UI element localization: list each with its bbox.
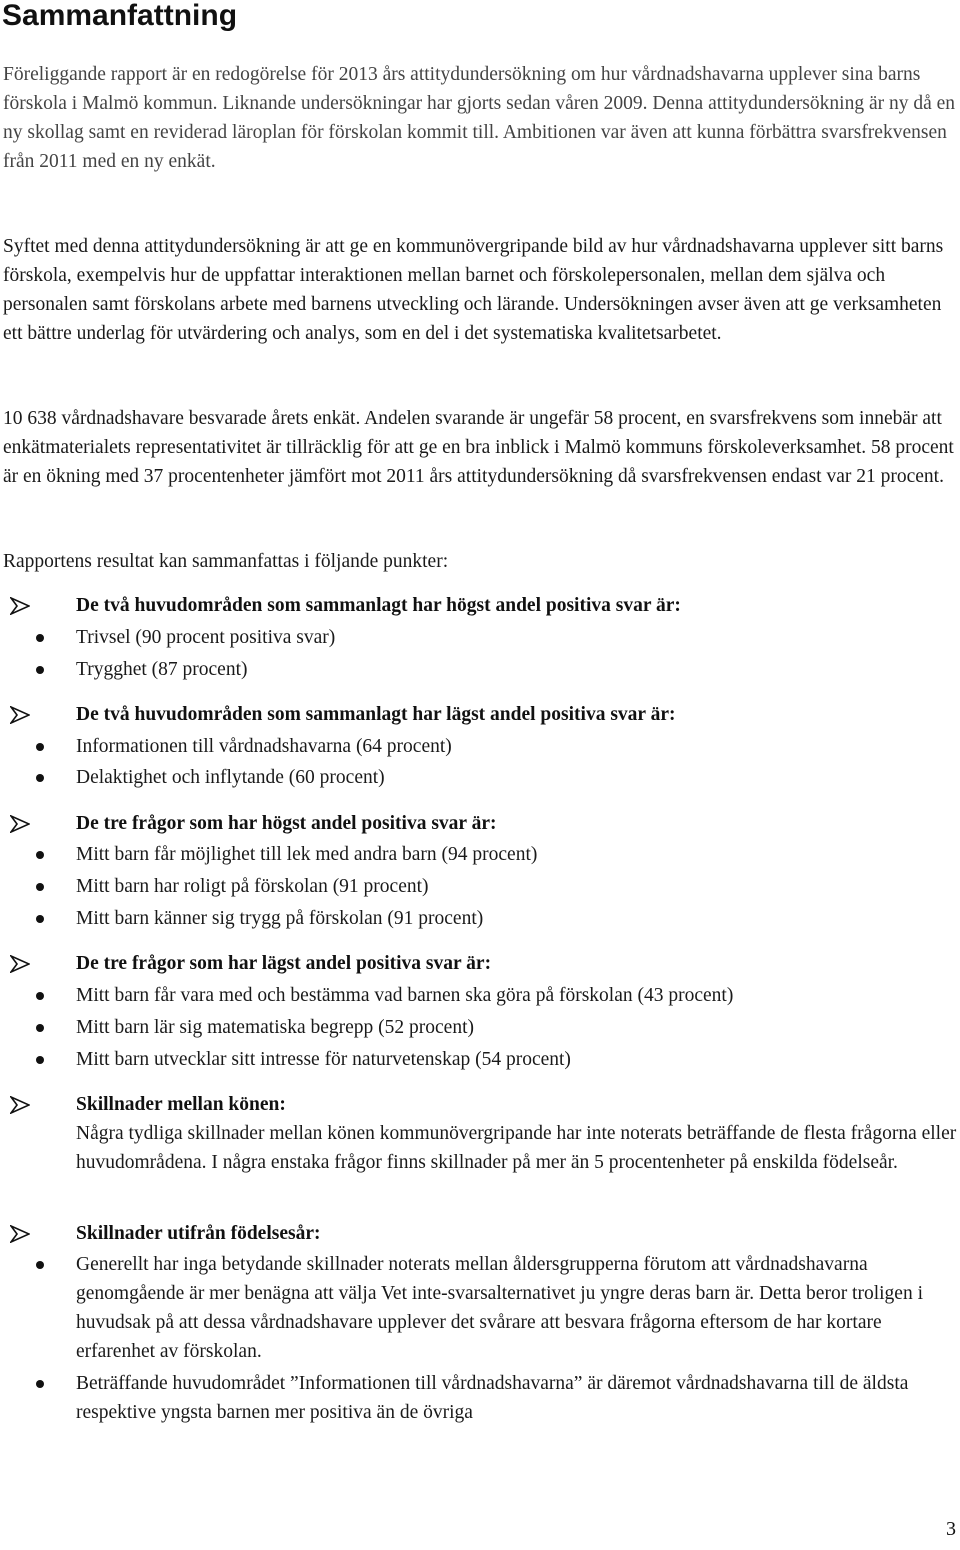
section-heading-text: Skillnader mellan könen:: [76, 1094, 286, 1115]
bullet-dot-icon: [36, 634, 44, 642]
list-item-text: Delaktighet och inflytande (60 procent): [76, 767, 385, 788]
arrowhead-bullet-icon: [10, 955, 30, 973]
list-item-text: Beträffande huvudområdet ”Informationen till vårdnadshavarna” är däremot vårdnadshavarna till de äldsta respektive yngsta barnen mer positiva än de övriga: [76, 1373, 909, 1423]
purpose-paragraph: Syftet med denna attitydundersökning är att ge en kommunövergripande bild av hur vårdnadshavarna upplever sitt barns förskola, exempelvis hur de uppfattar interaktionen mellan barnet och förskolepersonalen, mellan dem själva och personalen samt förskolans arbete med barnens utveckling och lärande. Undersökningen avser även att ge verksamheten ett bättre underlag för utvärdering och analys, som en del i det systematiska kvalitetsarbetet.: [3, 236, 944, 344]
list-item-text: Mitt barn får vara med och bestämma vad barnen ska göra på förskolan (43 procent): [76, 985, 734, 1006]
page-number: 3: [946, 1518, 956, 1540]
list-item-text: Mitt barn har roligt på förskolan (91 procent): [76, 876, 429, 897]
bullet-dot-icon: [36, 1056, 44, 1064]
arrowhead-bullet-icon: [10, 597, 30, 615]
bullet-dot-icon: [36, 851, 44, 859]
list-item-text: Mitt barn får möjlighet till lek med andra barn (94 procent): [76, 844, 538, 865]
arrowhead-bullet-icon: [10, 815, 30, 833]
summary-intro-paragraph: Rapportens resultat kan sammanfattas i följande punkter:: [3, 551, 449, 572]
bullet-dot-icon: [36, 1024, 44, 1032]
section-heading-text: De tre frågor som har lägst andel positiva svar är:: [76, 953, 492, 974]
arrowhead-bullet-icon: [10, 1096, 30, 1114]
bullet-dot-icon: [36, 1380, 44, 1388]
section-heading-text: De två huvudområden som sammanlagt har lägst andel positiva svar är:: [76, 704, 676, 725]
list-item-text: Mitt barn utvecklar sitt intresse för naturvetenskap (54 procent): [76, 1049, 571, 1070]
bullet-dot-icon: [36, 1261, 44, 1269]
bullet-dot-icon: [36, 743, 44, 751]
list-item-text: Informationen till vårdnadshavarna (64 procent): [76, 736, 452, 757]
list-item-text: Trygghet (87 procent): [76, 659, 248, 680]
section-heading-text: Skillnader utifrån födelsesår:: [76, 1223, 321, 1244]
list-item-text: Mitt barn lär sig matematiska begrepp (52 procent): [76, 1017, 474, 1038]
bullet-dot-icon: [36, 992, 44, 1000]
bullet-dot-icon: [36, 883, 44, 891]
intro-paragraph: Föreliggande rapport är en redogörelse för 2013 års attitydundersökning om hur vårdnadshavarna upplever sina barns förskola i Malmö kommun. Liknande undersökningar har gjorts sedan våren 2009. Denna attitydundersökning är ny då en ny skollag samt en reviderad läroplan för förskolan kommit till. Ambitionen var även att kunna förbättra svarsfrekvensen från 2011 med en ny enkät.: [3, 64, 956, 172]
section-heading-text: De två huvudområden som sammanlagt har högst andel positiva svar är:: [76, 595, 681, 616]
page-title: Sammanfattning: [2, 0, 238, 32]
arrowhead-bullet-icon: [10, 706, 30, 724]
section-body-text: Några tydliga skillnader mellan könen kommunövergripande har inte noterats beträffande de flesta frågorna eller huvudområdena. I några enstaka frågor finns skillnader på mer än 5 procentenheter på enskilda födelseår.: [76, 1123, 957, 1173]
list-item-text: Generellt har inga betydande skillnader noterats mellan åldersgrupperna förutom att vårdnadshavarna genomgående är mer benägna att välja Vet inte-svarsalternativet ju yngre deras barn är. Detta beror troligen i huvudsak på att dessa vårdnadshavare upplever det svårare att besvara frågorna eftersom de har kortare erfarenhet av förskolan.: [76, 1254, 924, 1362]
section-heading-text: De tre frågor som har högst andel positiva svar är:: [76, 813, 497, 834]
response-rate-paragraph: 10 638 vårdnadshavare besvarade årets enkät. Andelen svarande är ungefär 58 procent, en svarsfrekvens som innebär att enkätmaterialets representativitet är tillräcklig för att ge en bra inblick i Malmö kommuns förskoleverksamhet. 58 procent är en ökning med 37 procentenheter jämfört mot 2011 års attitydundersökning då svarsfrekvensen endast var 21 procent.: [3, 408, 954, 487]
list-item-text: Mitt barn känner sig trygg på förskolan (91 procent): [76, 908, 484, 929]
bullet-dot-icon: [36, 666, 44, 674]
bullet-dot-icon: [36, 915, 44, 923]
arrowhead-bullet-icon: [10, 1225, 30, 1243]
list-item-text: Trivsel (90 procent positiva svar): [76, 627, 336, 648]
bullet-dot-icon: [36, 774, 44, 782]
